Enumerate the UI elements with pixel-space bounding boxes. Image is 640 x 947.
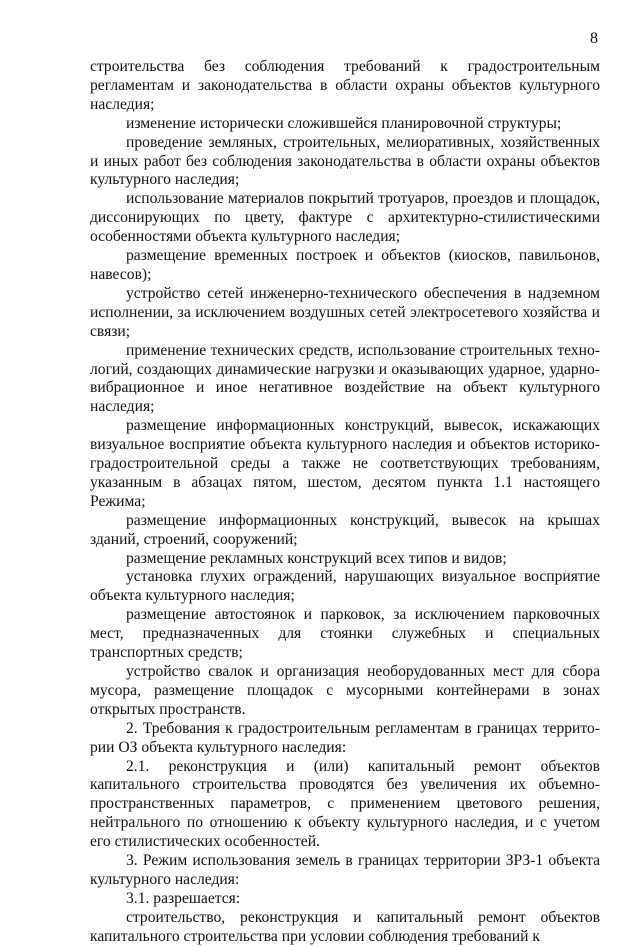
paragraph-continuation: строительства без соблюдения требований к градостроительным регламентам и законодательства в области охраны объектов культурного наследия; bbox=[90, 58, 600, 113]
paragraph: 2.1. реконструкция и (или) капитальный ремонт объектов капитального строительства проводятся без увеличения их объемно-пространственных параметров, с применением цветового решения, нейтрального по отношению к объекту культурного наследия, и с учетом его стилистических особенностей. bbox=[90, 757, 600, 851]
paragraph: размещение информационных конструкций, вывесок на крышах зданий, строений, сооружений; bbox=[90, 511, 600, 548]
paragraph: проведение земляных, строительных, мелиоративных, хозяйственных и иных работ без соблюдения законодательства в области охраны объектов культурного наследия; bbox=[90, 133, 600, 189]
paragraph: устройство сетей инженерно-технического обеспечения в надземном исполнении, за исключением воздушных сетей электросетевого хозяйства и связи; bbox=[90, 284, 600, 340]
paragraph: размещение информационных конструкций, вывесок, искажающих визуальное восприятие объекта культурного наследия и объектов историко-градостроительной среды а также не соответствующих требованиям, указанным в абзацах пятом, шестом, десятом пункта 1.1 настоящего Режима; bbox=[90, 417, 600, 510]
section-heading: 3. Режим использования земель в границах территории ЗРЗ-1 объекта культурного наследия: bbox=[90, 852, 600, 888]
subsection-heading: 3.1. разрешается: bbox=[126, 889, 241, 907]
paragraph: размещение рекламных конструкций всех типов и видов; bbox=[126, 549, 507, 567]
paragraph: устройство свалок и организация необорудованных мест для сбора мусора, размещение площадок с мусорными контейнерами в зонах открытых пространств. bbox=[90, 663, 600, 718]
paragraph: размещение автостоянок и парковок, за исключением парковочных мест, предназначенных для стоянки служебных и специальных транспортных средств; bbox=[90, 606, 600, 662]
paragraph: применение технических средств, использование строительных техно-логий, создающих динамические нагрузки и оказывающих ударное, ударно-вибрационное и иное негативное воздействие на объект культурного наследия; bbox=[90, 341, 600, 416]
paragraph: использование материалов покрытий тротуаров, проездов и площадок, диссонирующих по цвету, фактуре с архитектурно-стилистическими особенностями объекта культурного наследия; bbox=[90, 190, 600, 246]
paragraph: строительство, реконструкция и капитальный ремонт объектов капитального строительства при условии соблюдения требований к bbox=[90, 908, 600, 945]
section-heading: 2. Требования к градостроительным регламентам в границах террито-рии ОЗ объекта культурного наследия: bbox=[90, 719, 600, 756]
paragraph: изменение исторически сложившейся планировочной структуры; bbox=[126, 114, 562, 132]
paragraph: размещение временных построек и объектов (киосков, павильонов, навесов); bbox=[90, 247, 600, 283]
page-number: 8 bbox=[590, 30, 598, 47]
paragraph: установка глухих ограждений, нарушающих визуальное восприятие объекта культурного наследия; bbox=[90, 568, 600, 605]
document-body bbox=[90, 58, 600, 947]
